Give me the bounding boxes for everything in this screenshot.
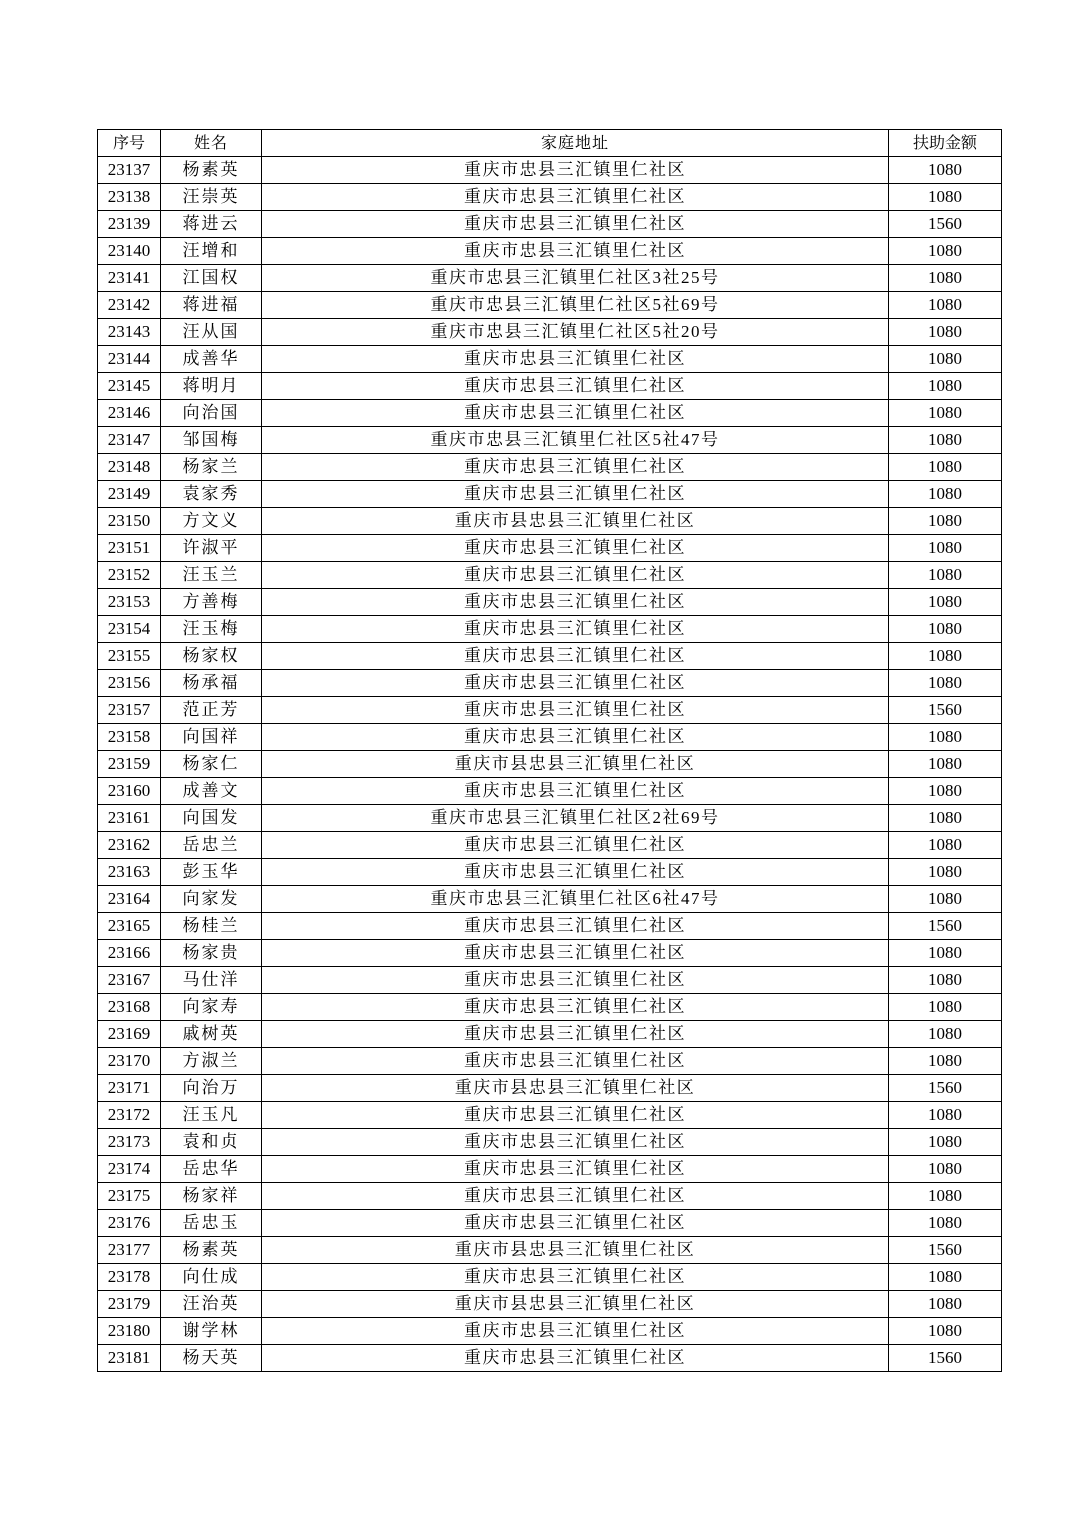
amount-cell: 1080 <box>889 1156 1002 1183</box>
amount-cell: 1080 <box>889 346 1002 373</box>
serial-number-cell: 23146 <box>98 400 161 427</box>
table-row <box>98 373 1002 400</box>
table-row <box>98 481 1002 508</box>
amount-cell: 1560 <box>889 913 1002 940</box>
name-cell: 杨家仁 <box>161 751 262 778</box>
amount-cell: 1080 <box>889 265 1002 292</box>
address-cell: 重庆市忠县三汇镇里仁社区 <box>262 697 889 724</box>
table-row <box>98 1129 1002 1156</box>
table-row <box>98 589 1002 616</box>
serial-number-cell: 23173 <box>98 1129 161 1156</box>
serial-number-cell: 23154 <box>98 616 161 643</box>
table-row <box>98 1345 1002 1372</box>
amount-cell: 1080 <box>889 994 1002 1021</box>
table-row <box>98 940 1002 967</box>
amount-cell: 1080 <box>889 1048 1002 1075</box>
address-cell: 重庆市忠县三汇镇里仁社区 <box>262 994 889 1021</box>
address-cell: 重庆市县忠县三汇镇里仁社区 <box>262 1237 889 1264</box>
name-cell: 袁家秀 <box>161 481 262 508</box>
address-cell: 重庆市忠县三汇镇里仁社区 <box>262 859 889 886</box>
serial-number-cell: 23143 <box>98 319 161 346</box>
serial-number-cell: 23139 <box>98 211 161 238</box>
table-row <box>98 913 1002 940</box>
address-cell: 重庆市县忠县三汇镇里仁社区 <box>262 751 889 778</box>
serial-number-cell: 23138 <box>98 184 161 211</box>
table-row <box>98 832 1002 859</box>
table-row <box>98 400 1002 427</box>
name-cell: 汪崇英 <box>161 184 262 211</box>
table-row <box>98 643 1002 670</box>
amount-cell: 1080 <box>889 832 1002 859</box>
name-cell: 向家寿 <box>161 994 262 1021</box>
address-cell: 重庆市忠县三汇镇里仁社区 <box>262 913 889 940</box>
amount-cell: 1080 <box>889 778 1002 805</box>
amount-cell: 1080 <box>889 535 1002 562</box>
serial-number-cell: 23151 <box>98 535 161 562</box>
address-cell: 重庆市忠县三汇镇里仁社区 <box>262 346 889 373</box>
table-row <box>98 697 1002 724</box>
name-cell: 向治国 <box>161 400 262 427</box>
amount-cell: 1080 <box>889 1264 1002 1291</box>
amount-cell: 1560 <box>889 211 1002 238</box>
table-row <box>98 319 1002 346</box>
name-cell: 向家发 <box>161 886 262 913</box>
table-row <box>98 1075 1002 1102</box>
name-cell: 方文义 <box>161 508 262 535</box>
table-row <box>98 562 1002 589</box>
serial-number-cell: 23145 <box>98 373 161 400</box>
name-cell: 汪玉兰 <box>161 562 262 589</box>
serial-number-cell: 23150 <box>98 508 161 535</box>
serial-number-cell: 23155 <box>98 643 161 670</box>
address-cell: 重庆市忠县三汇镇里仁社区 <box>262 1210 889 1237</box>
amount-cell: 1080 <box>889 616 1002 643</box>
table-row <box>98 211 1002 238</box>
amount-cell: 1080 <box>889 508 1002 535</box>
table-row <box>98 670 1002 697</box>
serial-number-cell: 23179 <box>98 1291 161 1318</box>
amount-cell: 1080 <box>889 643 1002 670</box>
name-cell: 江国权 <box>161 265 262 292</box>
address-cell: 重庆市忠县三汇镇里仁社区5社47号 <box>262 427 889 454</box>
name-cell: 杨素英 <box>161 157 262 184</box>
amount-cell: 1080 <box>889 562 1002 589</box>
amount-cell: 1080 <box>889 292 1002 319</box>
name-cell: 汪治英 <box>161 1291 262 1318</box>
name-cell: 袁和贞 <box>161 1129 262 1156</box>
table-row <box>98 1237 1002 1264</box>
amount-cell: 1560 <box>889 1075 1002 1102</box>
amount-cell: 1080 <box>889 1291 1002 1318</box>
serial-number-cell: 23175 <box>98 1183 161 1210</box>
address-cell: 重庆市忠县三汇镇里仁社区 <box>262 238 889 265</box>
address-cell: 重庆市县忠县三汇镇里仁社区 <box>262 1075 889 1102</box>
table-row <box>98 508 1002 535</box>
header-amount: 扶助金额 <box>889 130 1002 157</box>
serial-number-cell: 23160 <box>98 778 161 805</box>
serial-number-cell: 23167 <box>98 967 161 994</box>
address-cell: 重庆市忠县三汇镇里仁社区 <box>262 562 889 589</box>
address-cell: 重庆市忠县三汇镇里仁社区3社25号 <box>262 265 889 292</box>
address-cell: 重庆市忠县三汇镇里仁社区 <box>262 1021 889 1048</box>
name-cell: 杨桂兰 <box>161 913 262 940</box>
serial-number-cell: 23152 <box>98 562 161 589</box>
name-cell: 向国发 <box>161 805 262 832</box>
header-name: 姓名 <box>161 130 262 157</box>
name-cell: 谢学林 <box>161 1318 262 1345</box>
amount-cell: 1080 <box>889 1021 1002 1048</box>
serial-number-cell: 23177 <box>98 1237 161 1264</box>
serial-number-cell: 23161 <box>98 805 161 832</box>
name-cell: 成善文 <box>161 778 262 805</box>
name-cell: 杨素英 <box>161 1237 262 1264</box>
name-cell: 向治万 <box>161 1075 262 1102</box>
amount-cell: 1080 <box>889 427 1002 454</box>
serial-number-cell: 23171 <box>98 1075 161 1102</box>
name-cell: 蒋进福 <box>161 292 262 319</box>
address-cell: 重庆市忠县三汇镇里仁社区 <box>262 1318 889 1345</box>
address-cell: 重庆市忠县三汇镇里仁社区 <box>262 778 889 805</box>
name-cell: 杨承福 <box>161 670 262 697</box>
address-cell: 重庆市忠县三汇镇里仁社区 <box>262 967 889 994</box>
address-cell: 重庆市忠县三汇镇里仁社区5社20号 <box>262 319 889 346</box>
amount-cell: 1080 <box>889 670 1002 697</box>
serial-number-cell: 23144 <box>98 346 161 373</box>
table-row <box>98 1183 1002 1210</box>
serial-number-cell: 23163 <box>98 859 161 886</box>
table-row <box>98 778 1002 805</box>
serial-number-cell: 23147 <box>98 427 161 454</box>
amount-cell: 1080 <box>889 373 1002 400</box>
serial-number-cell: 23176 <box>98 1210 161 1237</box>
address-cell: 重庆市忠县三汇镇里仁社区5社69号 <box>262 292 889 319</box>
serial-number-cell: 23166 <box>98 940 161 967</box>
amount-cell: 1080 <box>889 184 1002 211</box>
address-cell: 重庆市忠县三汇镇里仁社区 <box>262 1264 889 1291</box>
table-row <box>98 1102 1002 1129</box>
serial-number-cell: 23159 <box>98 751 161 778</box>
address-cell: 重庆市忠县三汇镇里仁社区 <box>262 616 889 643</box>
table-row <box>98 1264 1002 1291</box>
table-row <box>98 1048 1002 1075</box>
table-row <box>98 454 1002 481</box>
address-cell: 重庆市忠县三汇镇里仁社区 <box>262 1345 889 1372</box>
table-row <box>98 346 1002 373</box>
amount-cell: 1080 <box>889 481 1002 508</box>
address-cell: 重庆市忠县三汇镇里仁社区2社69号 <box>262 805 889 832</box>
header-serial-number: 序号 <box>98 130 161 157</box>
name-cell: 向仕成 <box>161 1264 262 1291</box>
name-cell: 杨家祥 <box>161 1183 262 1210</box>
name-cell: 成善华 <box>161 346 262 373</box>
serial-number-cell: 23181 <box>98 1345 161 1372</box>
table-row <box>98 1021 1002 1048</box>
name-cell: 彭玉华 <box>161 859 262 886</box>
serial-number-cell: 23164 <box>98 886 161 913</box>
amount-cell: 1080 <box>889 724 1002 751</box>
address-cell: 重庆市忠县三汇镇里仁社区6社47号 <box>262 886 889 913</box>
name-cell: 汪玉梅 <box>161 616 262 643</box>
table-row <box>98 1291 1002 1318</box>
serial-number-cell: 23137 <box>98 157 161 184</box>
address-cell: 重庆市忠县三汇镇里仁社区 <box>262 373 889 400</box>
amount-cell: 1080 <box>889 967 1002 994</box>
address-cell: 重庆市忠县三汇镇里仁社区 <box>262 724 889 751</box>
address-cell: 重庆市忠县三汇镇里仁社区 <box>262 1156 889 1183</box>
amount-cell: 1080 <box>889 157 1002 184</box>
name-cell: 范正芳 <box>161 697 262 724</box>
amount-cell: 1080 <box>889 1183 1002 1210</box>
address-cell: 重庆市忠县三汇镇里仁社区 <box>262 535 889 562</box>
header-address: 家庭地址 <box>262 130 889 157</box>
address-cell: 重庆市忠县三汇镇里仁社区 <box>262 670 889 697</box>
name-cell: 汪玉凡 <box>161 1102 262 1129</box>
name-cell: 蒋明月 <box>161 373 262 400</box>
serial-number-cell: 23148 <box>98 454 161 481</box>
table-row <box>98 1210 1002 1237</box>
amount-cell: 1080 <box>889 805 1002 832</box>
serial-number-cell: 23178 <box>98 1264 161 1291</box>
name-cell: 岳忠玉 <box>161 1210 262 1237</box>
amount-cell: 1080 <box>889 400 1002 427</box>
name-cell: 邹国梅 <box>161 427 262 454</box>
name-cell: 许淑平 <box>161 535 262 562</box>
amount-cell: 1080 <box>889 238 1002 265</box>
serial-number-cell: 23149 <box>98 481 161 508</box>
table-row <box>98 184 1002 211</box>
amount-cell: 1080 <box>889 319 1002 346</box>
amount-cell: 1080 <box>889 589 1002 616</box>
serial-number-cell: 23168 <box>98 994 161 1021</box>
amount-cell: 1080 <box>889 1210 1002 1237</box>
address-cell: 重庆市忠县三汇镇里仁社区 <box>262 211 889 238</box>
table-row <box>98 859 1002 886</box>
table-row <box>98 157 1002 184</box>
table-row <box>98 535 1002 562</box>
serial-number-cell: 23156 <box>98 670 161 697</box>
table-row <box>98 292 1002 319</box>
address-cell: 重庆市忠县三汇镇里仁社区 <box>262 940 889 967</box>
serial-number-cell: 23162 <box>98 832 161 859</box>
serial-number-cell: 23180 <box>98 1318 161 1345</box>
serial-number-cell: 23141 <box>98 265 161 292</box>
name-cell: 汪增和 <box>161 238 262 265</box>
name-cell: 岳忠华 <box>161 1156 262 1183</box>
amount-cell: 1080 <box>889 1318 1002 1345</box>
address-cell: 重庆市忠县三汇镇里仁社区 <box>262 157 889 184</box>
serial-number-cell: 23142 <box>98 292 161 319</box>
serial-number-cell: 23172 <box>98 1102 161 1129</box>
name-cell: 方淑兰 <box>161 1048 262 1075</box>
serial-number-cell: 23170 <box>98 1048 161 1075</box>
name-cell: 马仕洋 <box>161 967 262 994</box>
amount-cell: 1080 <box>889 1129 1002 1156</box>
table-row <box>98 265 1002 292</box>
name-cell: 蒋进云 <box>161 211 262 238</box>
table-row <box>98 1318 1002 1345</box>
table-row <box>98 616 1002 643</box>
serial-number-cell: 23158 <box>98 724 161 751</box>
serial-number-cell: 23153 <box>98 589 161 616</box>
table-row <box>98 1156 1002 1183</box>
serial-number-cell: 23157 <box>98 697 161 724</box>
table-row <box>98 238 1002 265</box>
subsidy-table <box>97 129 1002 1372</box>
name-cell: 杨天英 <box>161 1345 262 1372</box>
address-cell: 重庆市忠县三汇镇里仁社区 <box>262 481 889 508</box>
serial-number-cell: 23140 <box>98 238 161 265</box>
table-row <box>98 751 1002 778</box>
serial-number-cell: 23174 <box>98 1156 161 1183</box>
name-cell: 杨家兰 <box>161 454 262 481</box>
amount-cell: 1080 <box>889 859 1002 886</box>
table-row <box>98 886 1002 913</box>
address-cell: 重庆市忠县三汇镇里仁社区 <box>262 1129 889 1156</box>
amount-cell: 1080 <box>889 886 1002 913</box>
amount-cell: 1080 <box>889 454 1002 481</box>
name-cell: 杨家权 <box>161 643 262 670</box>
amount-cell: 1080 <box>889 751 1002 778</box>
header-row <box>98 130 1002 157</box>
table-row <box>98 724 1002 751</box>
address-cell: 重庆市忠县三汇镇里仁社区 <box>262 643 889 670</box>
address-cell: 重庆市忠县三汇镇里仁社区 <box>262 400 889 427</box>
table-row <box>98 967 1002 994</box>
address-cell: 重庆市忠县三汇镇里仁社区 <box>262 454 889 481</box>
address-cell: 重庆市忠县三汇镇里仁社区 <box>262 832 889 859</box>
name-cell: 杨家贵 <box>161 940 262 967</box>
amount-cell: 1560 <box>889 1237 1002 1264</box>
name-cell: 戚树英 <box>161 1021 262 1048</box>
amount-cell: 1080 <box>889 1102 1002 1129</box>
address-cell: 重庆市忠县三汇镇里仁社区 <box>262 1183 889 1210</box>
amount-cell: 1560 <box>889 1345 1002 1372</box>
name-cell: 向国祥 <box>161 724 262 751</box>
amount-cell: 1080 <box>889 940 1002 967</box>
name-cell: 岳忠兰 <box>161 832 262 859</box>
table-row <box>98 805 1002 832</box>
address-cell: 重庆市县忠县三汇镇里仁社区 <box>262 508 889 535</box>
address-cell: 重庆市忠县三汇镇里仁社区 <box>262 1048 889 1075</box>
address-cell: 重庆市忠县三汇镇里仁社区 <box>262 184 889 211</box>
table-row <box>98 994 1002 1021</box>
serial-number-cell: 23169 <box>98 1021 161 1048</box>
table-row <box>98 427 1002 454</box>
address-cell: 重庆市忠县三汇镇里仁社区 <box>262 1102 889 1129</box>
amount-cell: 1560 <box>889 697 1002 724</box>
name-cell: 方善梅 <box>161 589 262 616</box>
address-cell: 重庆市县忠县三汇镇里仁社区 <box>262 1291 889 1318</box>
serial-number-cell: 23165 <box>98 913 161 940</box>
name-cell: 汪从国 <box>161 319 262 346</box>
address-cell: 重庆市忠县三汇镇里仁社区 <box>262 589 889 616</box>
